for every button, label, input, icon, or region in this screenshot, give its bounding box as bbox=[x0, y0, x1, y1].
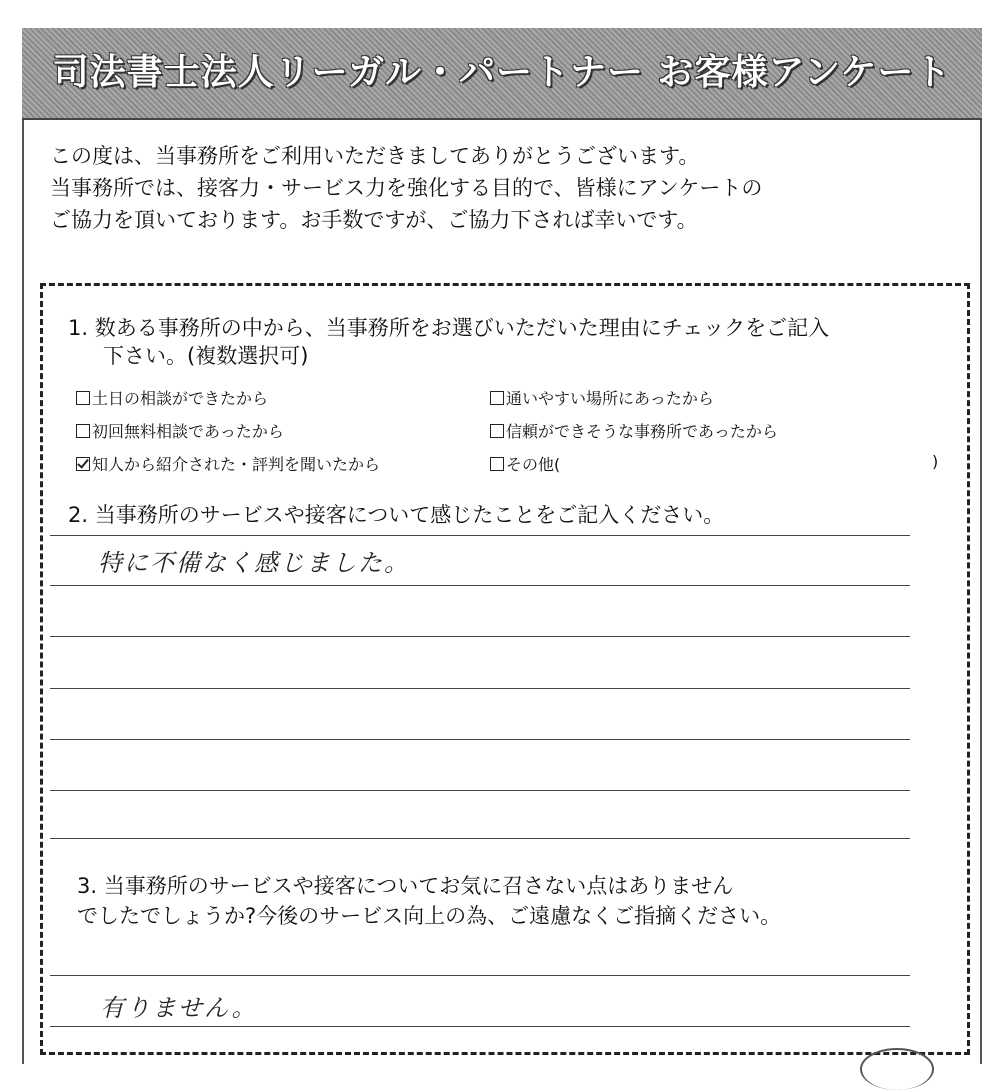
checked-checkbox-icon[interactable] bbox=[76, 457, 90, 471]
option-label: 初回無料相談であったから bbox=[92, 422, 284, 441]
question-3-answer[interactable]: 有りません。 bbox=[100, 994, 258, 1022]
option-label: その他( bbox=[506, 455, 561, 474]
checkbox-icon[interactable] bbox=[490, 391, 504, 405]
answer-line bbox=[50, 790, 910, 791]
title-banner bbox=[22, 28, 982, 120]
option-label: 土日の相談ができたから bbox=[92, 389, 269, 408]
intro-line: この度は、当事務所をご利用いただきましてありがとうございます。 bbox=[50, 144, 700, 168]
intro-text bbox=[50, 140, 950, 236]
answer-line bbox=[50, 739, 910, 740]
answer-line bbox=[50, 585, 910, 586]
answer-line bbox=[50, 838, 910, 839]
option-label: 信頼ができそうな事務所であったから bbox=[506, 422, 778, 441]
intro-line: 当事務所では、接客力・サービス力を強化する目的で、皆様にアンケートの bbox=[50, 176, 763, 200]
answer-line bbox=[50, 975, 910, 976]
option-convenient-location[interactable] bbox=[490, 386, 714, 409]
checkbox-icon[interactable] bbox=[76, 391, 90, 405]
question-2: 2. 当事務所のサービスや接客について感じたことをご記入ください。 bbox=[68, 503, 725, 527]
intro-line: ご協力を頂いております。お手数ですが、ご協力下されば幸いです。 bbox=[50, 208, 698, 232]
option-weekend-consult[interactable] bbox=[76, 386, 268, 409]
option-free-first-consult[interactable] bbox=[76, 419, 284, 442]
checkbox-icon[interactable] bbox=[76, 424, 90, 438]
other-close-paren: ) bbox=[932, 452, 939, 471]
question-1-line2: 下さい。(複数選択可) bbox=[103, 344, 309, 368]
option-label: 知人から紹介された・評判を聞いたから bbox=[92, 455, 381, 474]
question-1-line1: 1. 数ある事務所の中から、当事務所をお選びいただいた理由にチェックをご記入 bbox=[68, 316, 830, 340]
answer-line bbox=[50, 688, 910, 689]
question-2-answer[interactable]: 特に不備なく感じました。 bbox=[98, 549, 410, 577]
answer-line bbox=[50, 1026, 910, 1027]
answer-line bbox=[50, 636, 910, 637]
option-label: 通いやすい場所にあったから bbox=[506, 389, 714, 408]
option-other[interactable] bbox=[490, 452, 560, 475]
answer-line bbox=[50, 535, 910, 536]
question-3-line1: 3. 当事務所のサービスや接客についてお気に召さない点はありません bbox=[77, 874, 734, 898]
checkbox-icon[interactable] bbox=[490, 457, 504, 471]
page-title: 司法書士法人リーガル・パートナー お客様アンケート bbox=[52, 52, 952, 93]
option-trustworthy-office[interactable] bbox=[490, 419, 778, 442]
checkbox-icon[interactable] bbox=[490, 424, 504, 438]
question-3-line2: でしたでしょうか?今後のサービス向上の為、ご遠慮なくご指摘ください。 bbox=[77, 904, 782, 928]
stamp-mark bbox=[860, 1048, 934, 1090]
option-referral[interactable] bbox=[76, 452, 380, 475]
